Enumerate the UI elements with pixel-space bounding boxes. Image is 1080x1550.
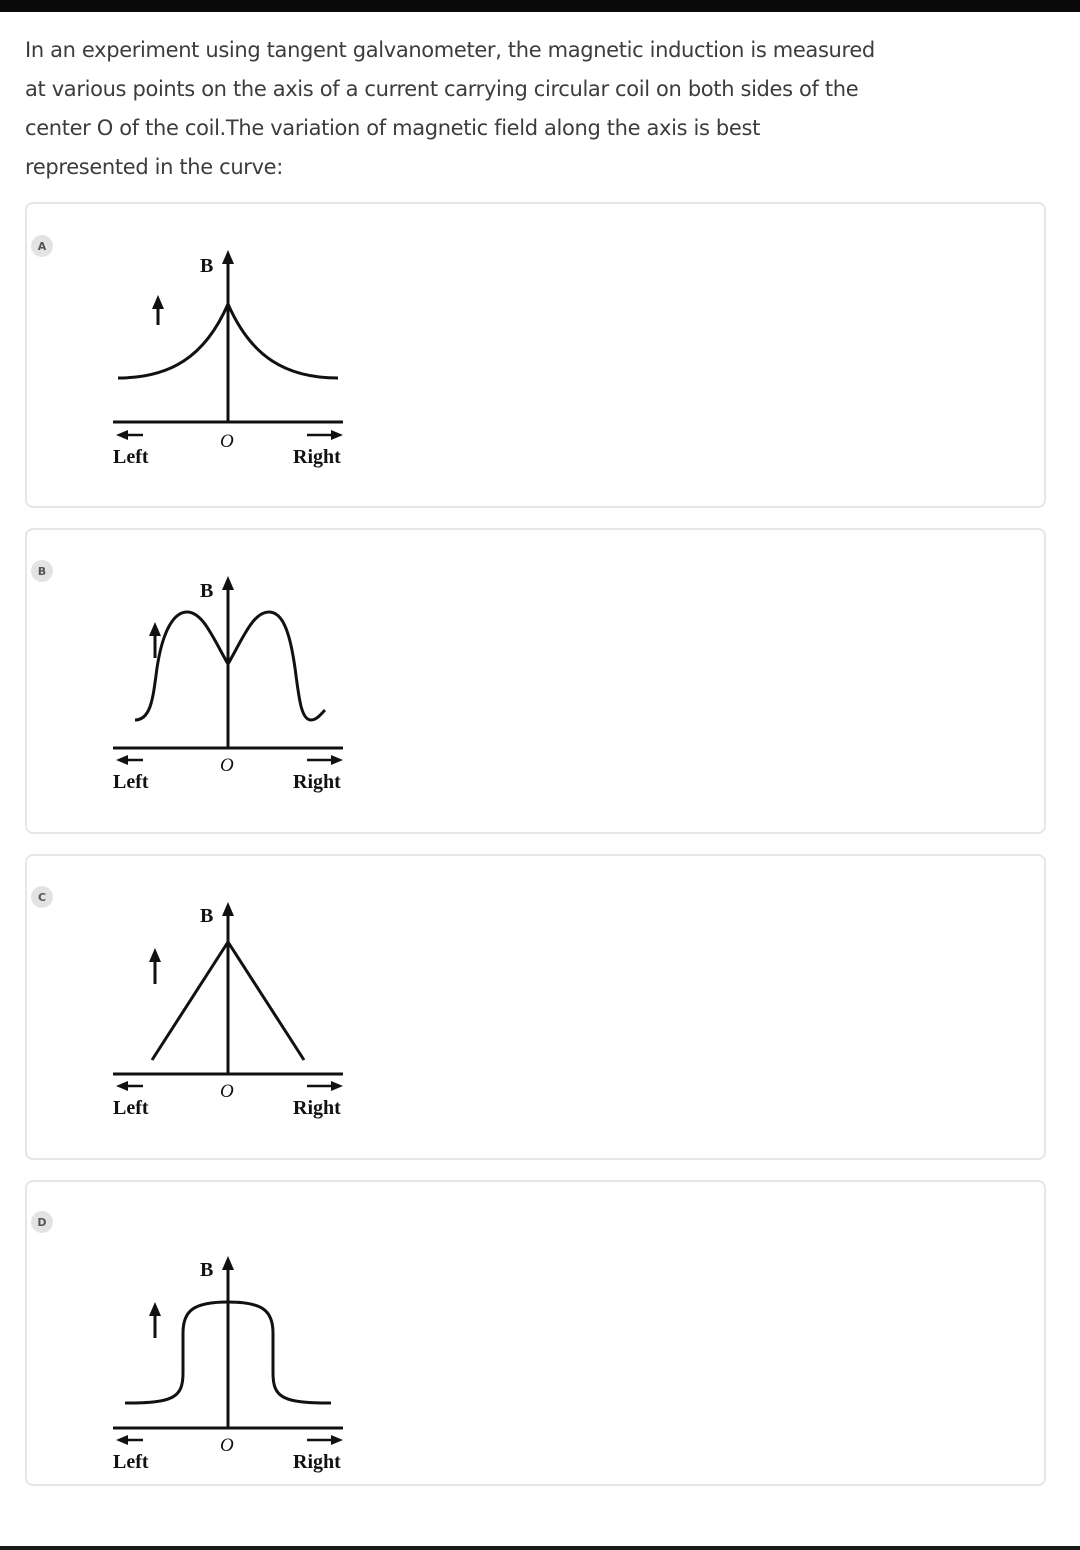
option-c-left-label: Left: [113, 1097, 149, 1119]
option-d-left-label: Left: [113, 1451, 149, 1473]
option-d-graph: [85, 1238, 365, 1508]
option-c-graph-svg: [85, 884, 365, 1154]
option-b-origin-label: O: [220, 755, 234, 776]
option-b-badge: B: [31, 560, 53, 582]
option-a-origin-label: O: [220, 431, 234, 452]
option-d-graph-svg: [85, 1238, 365, 1508]
question-line: In an experiment using tangent galvanometer, the magnetic induction is measured: [25, 38, 875, 62]
option-a-graph: [85, 232, 365, 502]
option-b-right-label: Right: [293, 771, 341, 793]
option-d-badge: D: [31, 1211, 53, 1233]
option-b-graph: [85, 558, 365, 828]
option-b-left-label: Left: [113, 771, 149, 793]
option-d-origin-label: O: [220, 1435, 234, 1456]
option-b-graph-svg: [85, 558, 365, 828]
option-d-right-label: Right: [293, 1451, 341, 1473]
option-b-axis-label: B: [200, 580, 214, 602]
question-text: [25, 31, 1070, 187]
option-c-origin-label: O: [220, 1081, 234, 1102]
option-c-axis-label: B: [200, 905, 214, 927]
option-d-axis-label: B: [200, 1259, 214, 1281]
option-a-axis-label: B: [200, 255, 214, 277]
option-a-right-label: Right: [293, 446, 341, 468]
bottom-bar: [0, 1546, 1080, 1550]
option-a-badge: A: [31, 235, 53, 257]
option-c-right-label: Right: [293, 1097, 341, 1119]
option-a-left-label: Left: [113, 446, 149, 468]
question-line: at various points on the axis of a current carrying circular coil on both sides of the: [25, 77, 859, 101]
option-c-badge: C: [31, 886, 53, 908]
top-bar: [0, 0, 1080, 12]
question-line: represented in the curve:: [25, 155, 283, 179]
question-line: center O of the coil.The variation of magnetic field along the axis is best: [25, 116, 760, 140]
option-a-graph-svg: [85, 232, 365, 502]
option-c-graph: [85, 884, 365, 1154]
